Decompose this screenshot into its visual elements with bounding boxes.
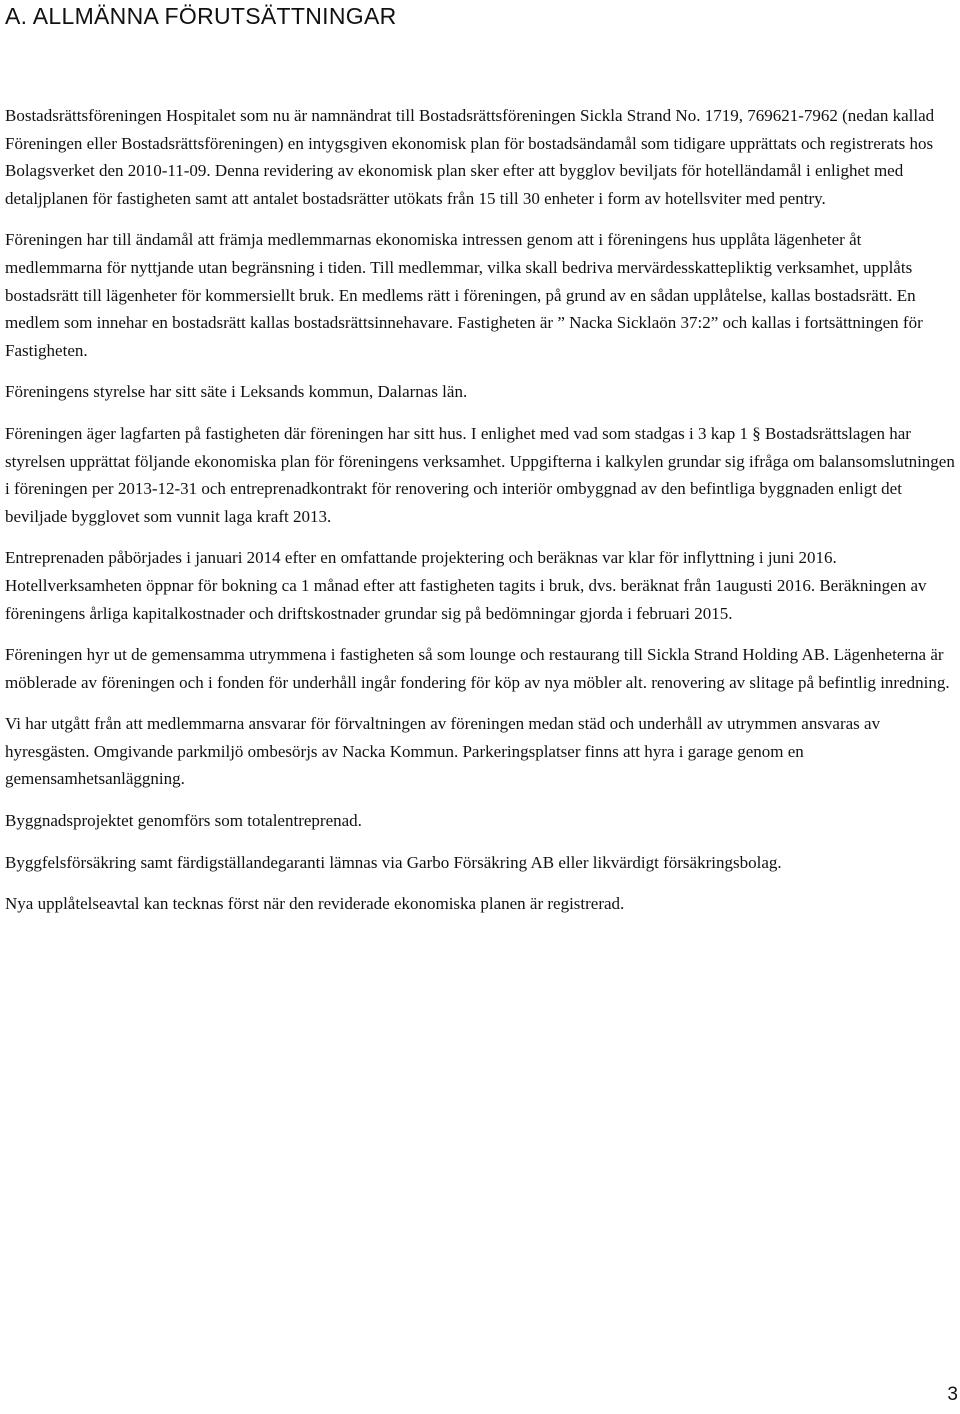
paragraph-common-spaces: Föreningen hyr ut de gemensamma utrymmena i fastigheten så som lounge och restaurang till Sickla Strand Holding AB. Lägenheterna är möblerade av föreningen och i fonden för underhåll ingår fondering för köp av nya möbler alt. renovering av slitage på befintlig inredning. (5, 645, 950, 692)
paragraph-title-deed: Föreningen äger lagfarten på fastigheten där föreningen har sitt hus. I enlighet med vad som stadgas i 3 kap 1 § Bostadsrättslagen har styrelsen upprättat följande ekonomiska plan för föreningens verksamhet. Uppgifterna i kalkylen grundar sig ifråga om balansomslutningen i föreningen per 2013-12-31 och entreprenadkontrakt för renovering och interiör ombyggnad av den befintliga byggnaden enligt det beviljade bygglovet som vunnit laga kraft 2013. (5, 423, 955, 526)
page-number: 3 (947, 1384, 958, 1405)
paragraph-responsibilities: Vi har utgått från att medlemmarna ansvarar för förvaltningen av föreningen medan städ och underhåll av utrymmen ansvaras av hyresgästen. Omgivande parkmiljö ombesörjs av Nacka Kommun. Parkeringsplatser finns att hyra i garage genom en gemensamhetsanläggning. (5, 714, 881, 789)
paragraph-insurance: Byggfelsförsäkring samt färdigställandegaranti lämnas via Garbo Försäkring AB eller likvärdigt försäkringsbolag. (5, 852, 782, 872)
paragraph-association-background: Bostadsrättsföreningen Hospitalet som nu är namnändrat till Bostadsrättsföreningen Sickla Strand No. 1719, 769621-7962 (nedan kallad Föreningen eller Bostadsrättsföreningen) en intygsgiven ekonomisk plan för bostadsändamål som tidigare upprättats och registrerats hos Bolagsverket den 2010-11-09. Denna revidering av ekonomisk plan sker efter att bygglov beviljats för hotelländamål i enlighet med detaljplanen för fastigheten samt att antalet bostadsrätter utökats från 15 till 30 enheter i form av hotellsviter med pentry. (5, 106, 935, 208)
paragraph-new-agreements: Nya upplåtelseavtal kan tecknas först när den reviderade ekonomiska planen är registrerad. (5, 894, 625, 914)
paragraph-association-purpose: Föreningen har till ändamål att främja medlemmarnas ekonomiska intressen genom att i föreningens hus upplåta lägenheter åt medlemmarna för nyttjande utan begränsning i tiden. Till medlemmar, vilka skall bedriva mervärdesskattepliktig verksamhet, upplåts bostadsrätt till lägenheter för kommersiellt bruk. En medlems rätt i föreningen, på grund av en sådan upplåtelse, kallas bostadsrätt. En medlem som innehar en bostadsrätt kallas bostadsrättsinnehavare. Fastigheten är ” Nacka Sicklaön 37:2” och kallas i fortsättningen för Fastigheten. (5, 230, 923, 360)
paragraph-construction-project: Byggnadsprojektet genomförs som totalentreprenad. (5, 811, 362, 831)
section-heading: A. ALLMÄNNA FÖRUTSÄTTNINGAR (5, 3, 397, 29)
paragraph-board-seat: Föreningens styrelse har sitt säte i Leksands kommun, Dalarnas län. (5, 382, 468, 402)
document-body (5, 102, 955, 932)
paragraph-construction-timeline: Entreprenaden påbörjades i januari 2014 efter en omfattande projektering och beräknas var klar för inflyttning i juni 2016. Hotellverksamheten öppnar för bokning ca 1 månad efter att fastigheten tagits i bruk, dvs. beräknat från 1augusti 2016. Beräkningen av föreningens årliga kapitalkostnader och driftskostnader grundar sig på bedömningar gjorda i februari 2015. (5, 548, 927, 623)
